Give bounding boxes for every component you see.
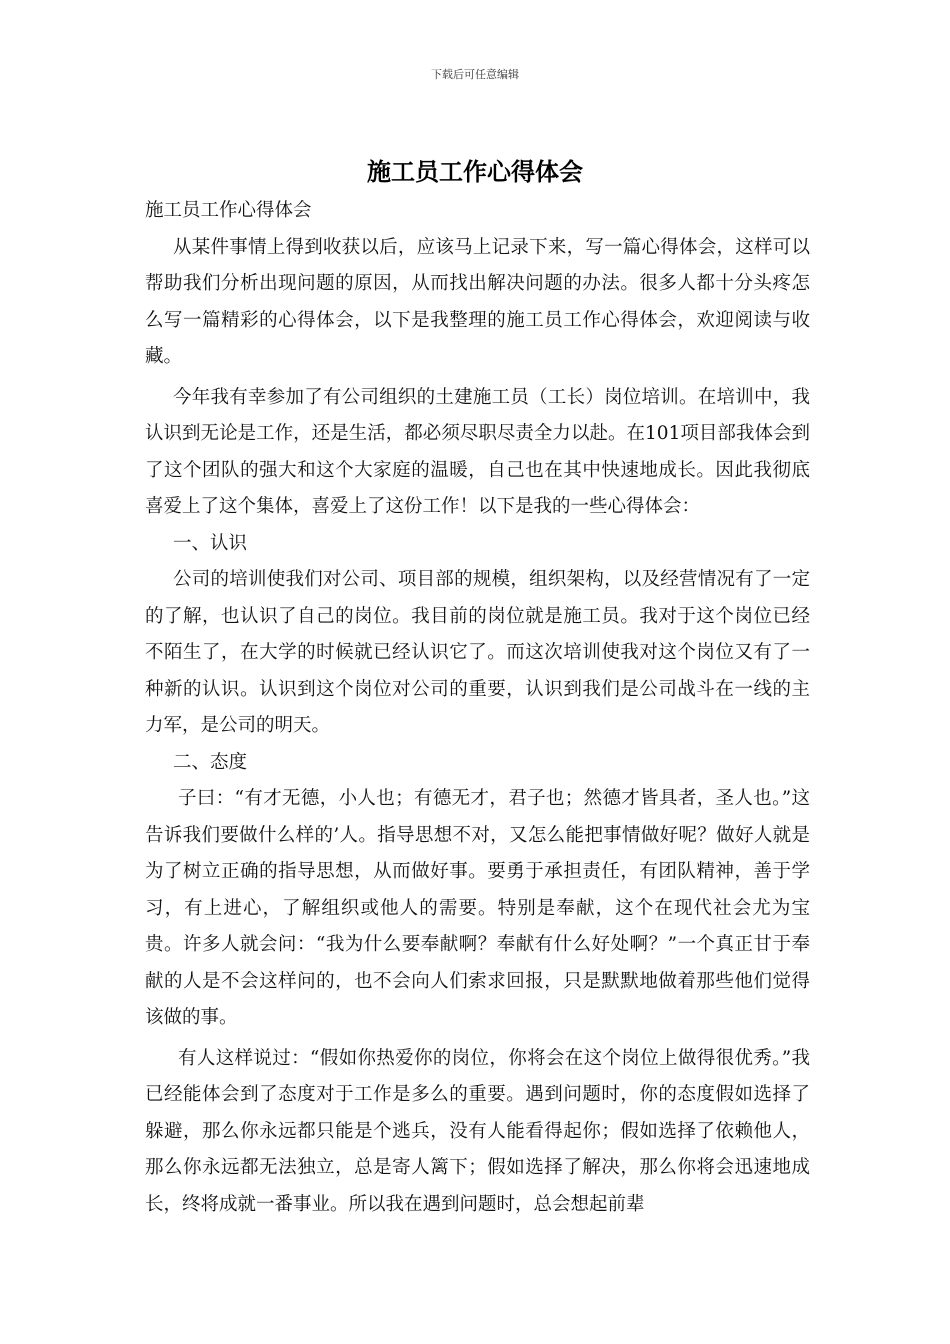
section-heading-attitude: 二、态度 — [173, 751, 248, 773]
document-title: 施工员工作心得体会 — [367, 157, 583, 186]
document-subtitle: 施工员工作心得体会 — [145, 200, 312, 221]
section-heading-recognition: 一、认识 — [173, 532, 248, 554]
paragraph-confucius: 子曰：“有才无德，小人也；有德无才，君子也；然德才皆具者，圣人也。”这告诉我们要做什么样的’人。指导思想不对，又怎么能把事情做好呢？做好人就是为了树立正确的指导思想，从而做好事。要勇于承担责任，有团队精神，善于学习，有上进心，了解组织或他人的需要。特别是奉献，这个在现代社会尤为宝贵。许多人就会问：“我为什么要奉献啊？奉献有什么好处啊？”一个真正甘于奉献的人是不会这样问的，也不会向人们索求回报，只是默默地做着那些他们觉得该做的事。 — [145, 788, 810, 1028]
paragraph-intro: 从某件事情上得到收获以后，应该马上记录下来，写一篇心得体会，这样可以帮助我们分析出现问题的原因，从而找出解决问题的办法。很多人都十分头疼怎么写一篇精彩的心得体会，以下是我整理的施工员工作心得体会，欢迎阅读与收藏。 — [145, 236, 810, 367]
document-body — [145, 193, 810, 1223]
header-note: 下载后可任意编辑 — [431, 68, 519, 81]
paragraph-recognition: 公司的培训使我们对公司、项目部的规模，组织架构，以及经营情况有了一定的了解，也认识了自己的岗位。我目前的岗位就是施工员。我对于这个岗位已经不陌生了，在大学的时候就已经认识它了。而这次培训使我对这个岗位又有了一种新的认识。认识到这个岗位对公司的重要，认识到我们是公司战斗在一线的主力军，是公司的明天。 — [145, 569, 810, 736]
paragraph-training: 今年我有幸参加了有公司组织的土建施工员（工长）岗位培训。在培训中，我认识到无论是工作，还是生活，都必须尽职尽责全力以赴。在101项目部我体会到了这个团队的强大和这个大家庭的温暖，自己也在其中快速地成长。因此我彻底喜爱上了这个集体，喜爱上了这份工作！以下是我的一些心得体会： — [145, 386, 810, 517]
paragraph-attitude: 有人这样说过：“假如你热爱你的岗位，你将会在这个岗位上做得很优秀。”我已经能体会到了态度对于工作是多么的重要。遇到问题时，你的态度假如选择了躲避，那么你永远都只能是个逃兵，没有人能看得起你；假如选择了依赖他人，那么你永远都无法独立，总是寄人篱下；假如选择了解决，那么你将会迅速地成长，终将成就一番事业。所以我在遇到问题时，总会想起前辈 — [145, 1047, 810, 1215]
